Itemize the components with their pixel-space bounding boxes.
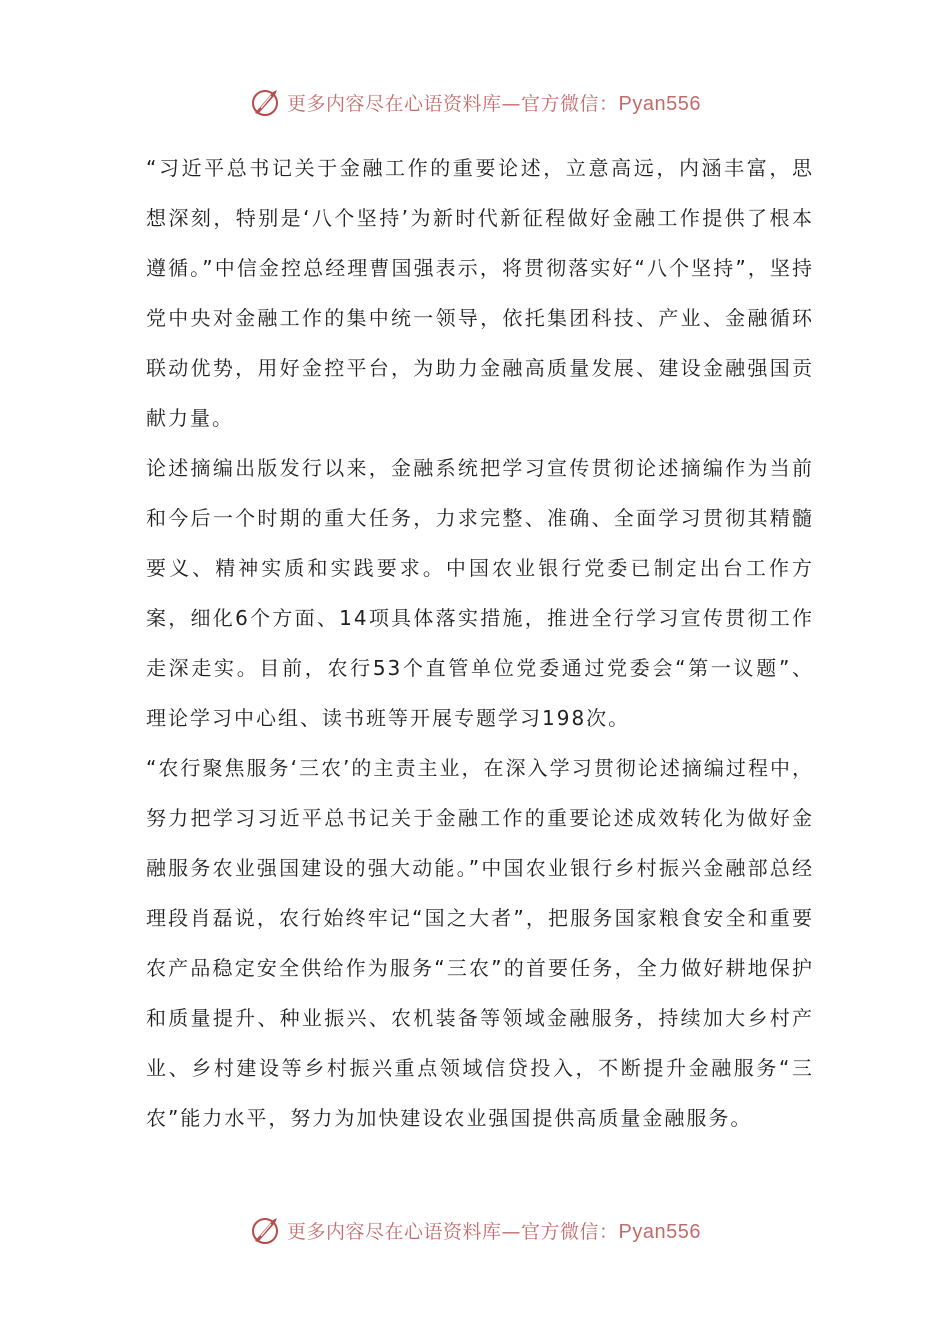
quill-pen-icon	[249, 1214, 281, 1246]
paragraph-2: 论述摘编出版发行以来，金融系统把学习宣传贯彻论述摘编作为当前和今后一个时期的重大任务，力求完整、准确、全面学习贯彻其精髓要义、精神实质和实践要求。中国农业银行党委已制定出台工作方案，细化6个方面、14项具体落实措施，推进全行学习宣传贯彻工作走深走实。目前，农行53个直管单位党委通过党委会“第一议题”、理论学习中心组、读书班等开展专题学习198次。	[146, 456, 814, 730]
footer-banner	[0, 1210, 950, 1250]
banner-text	[287, 89, 701, 116]
quill-pen-icon	[249, 86, 281, 118]
paragraph-3: “农行聚焦服务‘三农’的主责主业，在深入学习贯彻论述摘编过程中，努力把学习习近平总书记关于金融工作的重要论述成效转化为做好金融服务农业强国建设的强大动能。”中国农业银行乡村振兴金融部总经理段肖磊说，农行始终牢记“国之大者”，把服务国家粮食安全和重要农产品稳定安全供给作为服务“三农”的首要任务，全力做好耕地保护和质量提升、种业振兴、农机装备等领域金融服务，持续加大乡村产业、乡村建设等乡村振兴重点领域信贷投入，不断提升金融服务“三农”能力水平，努力为加快建设农业强国提供高质量金融服务。	[146, 756, 814, 1130]
banner-text	[287, 1217, 701, 1244]
banner-label: 更多内容尽在心语资料库—官方微信：	[287, 1220, 619, 1243]
wechat-id: Pyan556	[618, 1220, 701, 1243]
article-body	[146, 143, 814, 1143]
wechat-id: Pyan556	[618, 92, 701, 115]
banner-label: 更多内容尽在心语资料库—官方微信：	[287, 92, 619, 115]
paragraph-1: “习近平总书记关于金融工作的重要论述，立意高远，内涵丰富，思想深刻，特别是‘八个坚持’为新时代新征程做好金融工作提供了根本遵循。”中信金控总经理曹国强表示，将贯彻落实好“八个坚持”，坚持党中央对金融工作的集中统一领导，依托集团科技、产业、金融循环联动优势，用好金控平台，为助力金融高质量发展、建设金融强国贡献力量。	[146, 156, 814, 430]
header-banner	[0, 82, 950, 122]
